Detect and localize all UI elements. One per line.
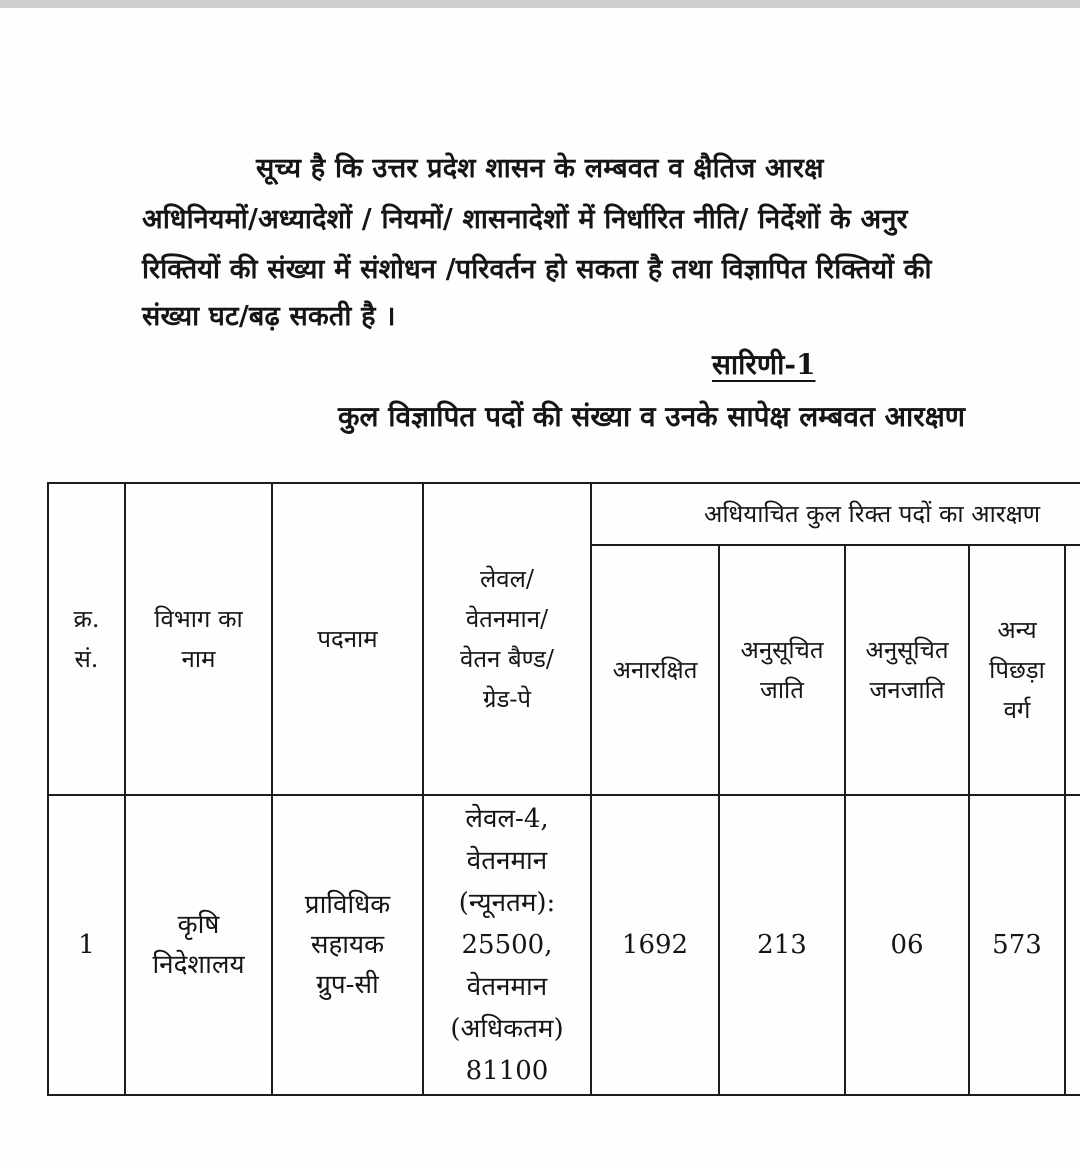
header-st-line-2: जनजाति xyxy=(869,676,945,704)
cell-pay-line-4: 25500, xyxy=(461,930,553,960)
header-pay-line-1: लेवल/ xyxy=(480,565,534,593)
header-obc-line-1: अन्य xyxy=(997,616,1037,644)
header-pay-line-2: वेतनमान/ xyxy=(465,605,549,633)
notice-line-2: अधिनियमों/अध्यादेशों / नियमों/ शासनादेशों में निर्धारित नीति/ निर्देशों के अनुर xyxy=(142,204,908,235)
cell-st: 06 xyxy=(845,795,969,1095)
cell-pay xyxy=(423,795,591,1095)
header-department xyxy=(125,483,272,795)
cell-post-line-2: सहायक xyxy=(310,930,385,960)
cell-post xyxy=(272,795,423,1095)
cell-pay-line-6: (अधिकतम) xyxy=(450,1014,564,1044)
header-obc xyxy=(969,545,1065,795)
header-post xyxy=(272,483,423,795)
notice-line-3: रिक्तियों की संख्या में संशोधन /परिवर्तन हो सकता है तथा विज्ञापित रिक्तियों की xyxy=(142,254,932,285)
header-pay-line-3: वेतन बैण्ड/ xyxy=(459,645,554,673)
header-st-line-1: अनुसूचित xyxy=(865,636,949,664)
cell-pay-line-3: (न्यूनतम): xyxy=(458,888,556,918)
header-obc-line-2: पिछड़ा xyxy=(989,656,1045,684)
cell-post-line-1: प्राविधिक xyxy=(304,890,391,920)
header-reservation-group: अधियाचित कुल रिक्त पदों का आरक्षण xyxy=(591,483,1080,545)
header-next-truncated xyxy=(1065,545,1080,795)
cell-pay-line-5: वेतनमान xyxy=(466,972,548,1002)
cell-sc: 213 xyxy=(719,795,845,1095)
table-subtitle: कुल विज्ञापित पदों की संख्या व उनके सापेक्ष लम्बवत आरक्षण xyxy=(338,400,966,433)
cell-post-line-3: ग्रुप-सी xyxy=(316,970,379,1000)
header-department-line-1: विभाग का xyxy=(154,605,243,633)
header-serial-line-1: क्र. xyxy=(73,605,100,633)
cell-next-truncated xyxy=(1065,795,1080,1095)
notice-line-1: सूच्य है कि उत्तर प्रदेश शासन के लम्बवत व क्षैतिज आरक्ष xyxy=(256,153,824,184)
header-unreserved-text: अनारक्षित xyxy=(612,656,698,684)
header-serial xyxy=(48,483,125,795)
vacancy-table xyxy=(47,482,1080,1096)
header-sc-line-1: अनुसूचित xyxy=(740,636,824,664)
header-post-text: पदनाम xyxy=(317,625,378,653)
cell-obc: 573 xyxy=(969,795,1065,1095)
cell-pay-line-1: लेवल-4, xyxy=(465,804,549,834)
cell-department xyxy=(125,795,272,1095)
header-pay xyxy=(423,483,591,795)
header-pay-line-4: ग्रेड-पे xyxy=(482,685,532,713)
header-unreserved xyxy=(591,545,719,795)
cell-serial: 1 xyxy=(48,795,125,1095)
cell-pay-line-7: 81100 xyxy=(465,1056,549,1086)
cell-pay-line-2: वेतनमान xyxy=(466,846,548,876)
header-sc xyxy=(719,545,845,795)
table-title: सारिणी-1 xyxy=(712,348,816,381)
header-department-line-2: नाम xyxy=(181,645,216,673)
cell-unreserved: 1692 xyxy=(591,795,719,1095)
cell-department-line-1: कृषि xyxy=(177,910,220,940)
table-row xyxy=(48,795,1080,1095)
header-sc-line-2: जाति xyxy=(760,676,804,704)
header-st xyxy=(845,545,969,795)
notice-line-4: संख्या घट/बढ़ सकती है । xyxy=(142,301,396,332)
header-obc-line-3: वर्ग xyxy=(1003,696,1031,724)
header-serial-line-2: सं. xyxy=(74,645,99,673)
cell-department-line-2: निदेशालय xyxy=(152,950,245,980)
